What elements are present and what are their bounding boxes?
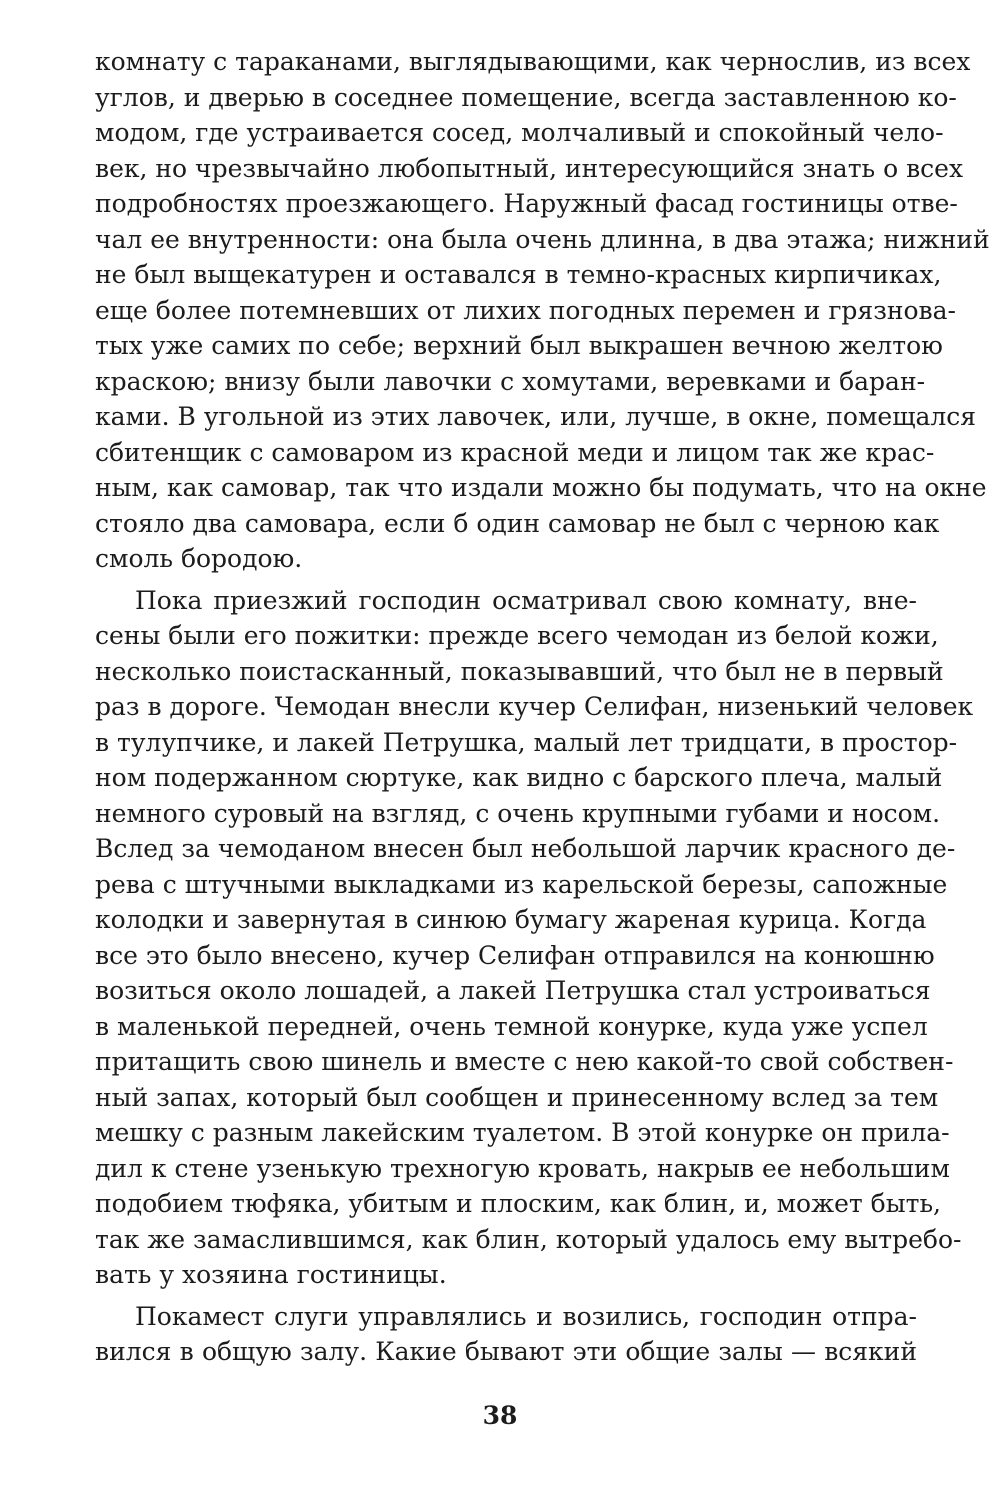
text-line: в маленькой передней, очень темной конурке, куда уже успел <box>95 1011 928 1041</box>
text-line: век, но чрезвычайно любопытный, интересующийся знать о всех <box>95 153 964 183</box>
text-line: вать у хозяина гостиницы. <box>95 1260 447 1289</box>
text-line: Покамест слуги управлялись и возились, господин отпра- <box>135 1301 917 1331</box>
text-line: ками. В угольной из этих лавочек, или, лучше, в окне, помещался <box>95 402 977 431</box>
text-line: все это было внесено, кучер Селифан отправился на конюшню <box>95 940 935 970</box>
text-line: ном подержанном сюртуке, как видно с барского плеча, малый <box>95 763 943 792</box>
text-line: Вслед за чемоданом внесен был небольшой ларчик красного де- <box>95 834 956 863</box>
text-line: ный запах, который был сообщен и принесенному вслед за тем <box>95 1082 939 1112</box>
text-line: сены были его пожитки: прежде всего чемодан из белой кожи, <box>95 621 939 650</box>
text-line: углов, и дверью в соседнее помещение, всегда заставленною ко- <box>95 82 957 112</box>
text-line: притащить свою шинель и вместе с нею какой-то свой собствен- <box>95 1047 954 1076</box>
text-line: так же замаслившимся, как блин, который удалось ему вытребо- <box>95 1224 962 1254</box>
text-line: колодки и завернутая в синюю бумагу жареная курица. Когда <box>95 905 927 934</box>
text-line: ным, как самовар, так что издали можно бы подумать, что на окне <box>95 473 987 502</box>
text-line: в тулупчике, и лакей Петрушка, малый лет тридцати, в простор- <box>95 727 958 757</box>
text-line: модом, где устраивается сосед, молчаливый и спокойный чело- <box>95 118 944 147</box>
text-line: немного суровый на взгляд, с очень крупными губами и носом. <box>95 798 941 828</box>
text-line: несколько поистасканный, показывавший, что был не в первый <box>95 656 944 686</box>
text-line: краскою; внизу были лавочки с хомутами, веревками и баран- <box>95 366 926 396</box>
text-line: еще более потемневших от лихих погодных перемен и грязнова- <box>95 295 956 325</box>
text-line: возиться около лошадей, а лакей Петрушка стал устроиваться <box>95 976 931 1005</box>
text-line: не был выщекатурен и оставался в темно-красных кирпичиках, <box>95 260 942 289</box>
text-line: рева с штучными выкладками из карельской березы, сапожные <box>95 869 948 899</box>
text-line: мешку с разным лакейским туалетом. В этой конурке он прила- <box>95 1118 950 1147</box>
text-line: чал ее внутренности: она была очень длинна, в два этажа; нижний <box>95 224 990 254</box>
text-line: стояло два самовара, если б один самовар не был с черною как <box>95 508 940 538</box>
page-number: 38 <box>482 1401 518 1430</box>
text-line: смоль бородою. <box>95 544 303 573</box>
text-line: дил к стене узенькую трехногую кровать, накрыв ее небольшим <box>95 1153 950 1183</box>
text-line: комнату с тараканами, выглядывающими, как чернослив, из всех <box>95 47 971 76</box>
text-line: вился в общую залу. Какие бывают эти общие залы — всякий <box>95 1337 917 1366</box>
text-line: раз в дороге. Чемодан внесли кучер Селифан, низенький человек <box>95 692 974 721</box>
body-text <box>95 44 990 1370</box>
text-line: подобием тюфяка, убитым и плоским, как блин, и, может быть, <box>95 1189 942 1218</box>
text-line: подробностях проезжающего. Наружный фасад гостиницы отве- <box>95 189 958 218</box>
text-line: сбитенщик с самоваром из красной меди и лицом так же крас- <box>95 437 935 467</box>
text-line: тых уже самих по себе; верхний был выкрашен вечною желтою <box>95 331 943 360</box>
text-line: Пока приезжий господин осматривал свою комнату, вне- <box>135 585 917 615</box>
